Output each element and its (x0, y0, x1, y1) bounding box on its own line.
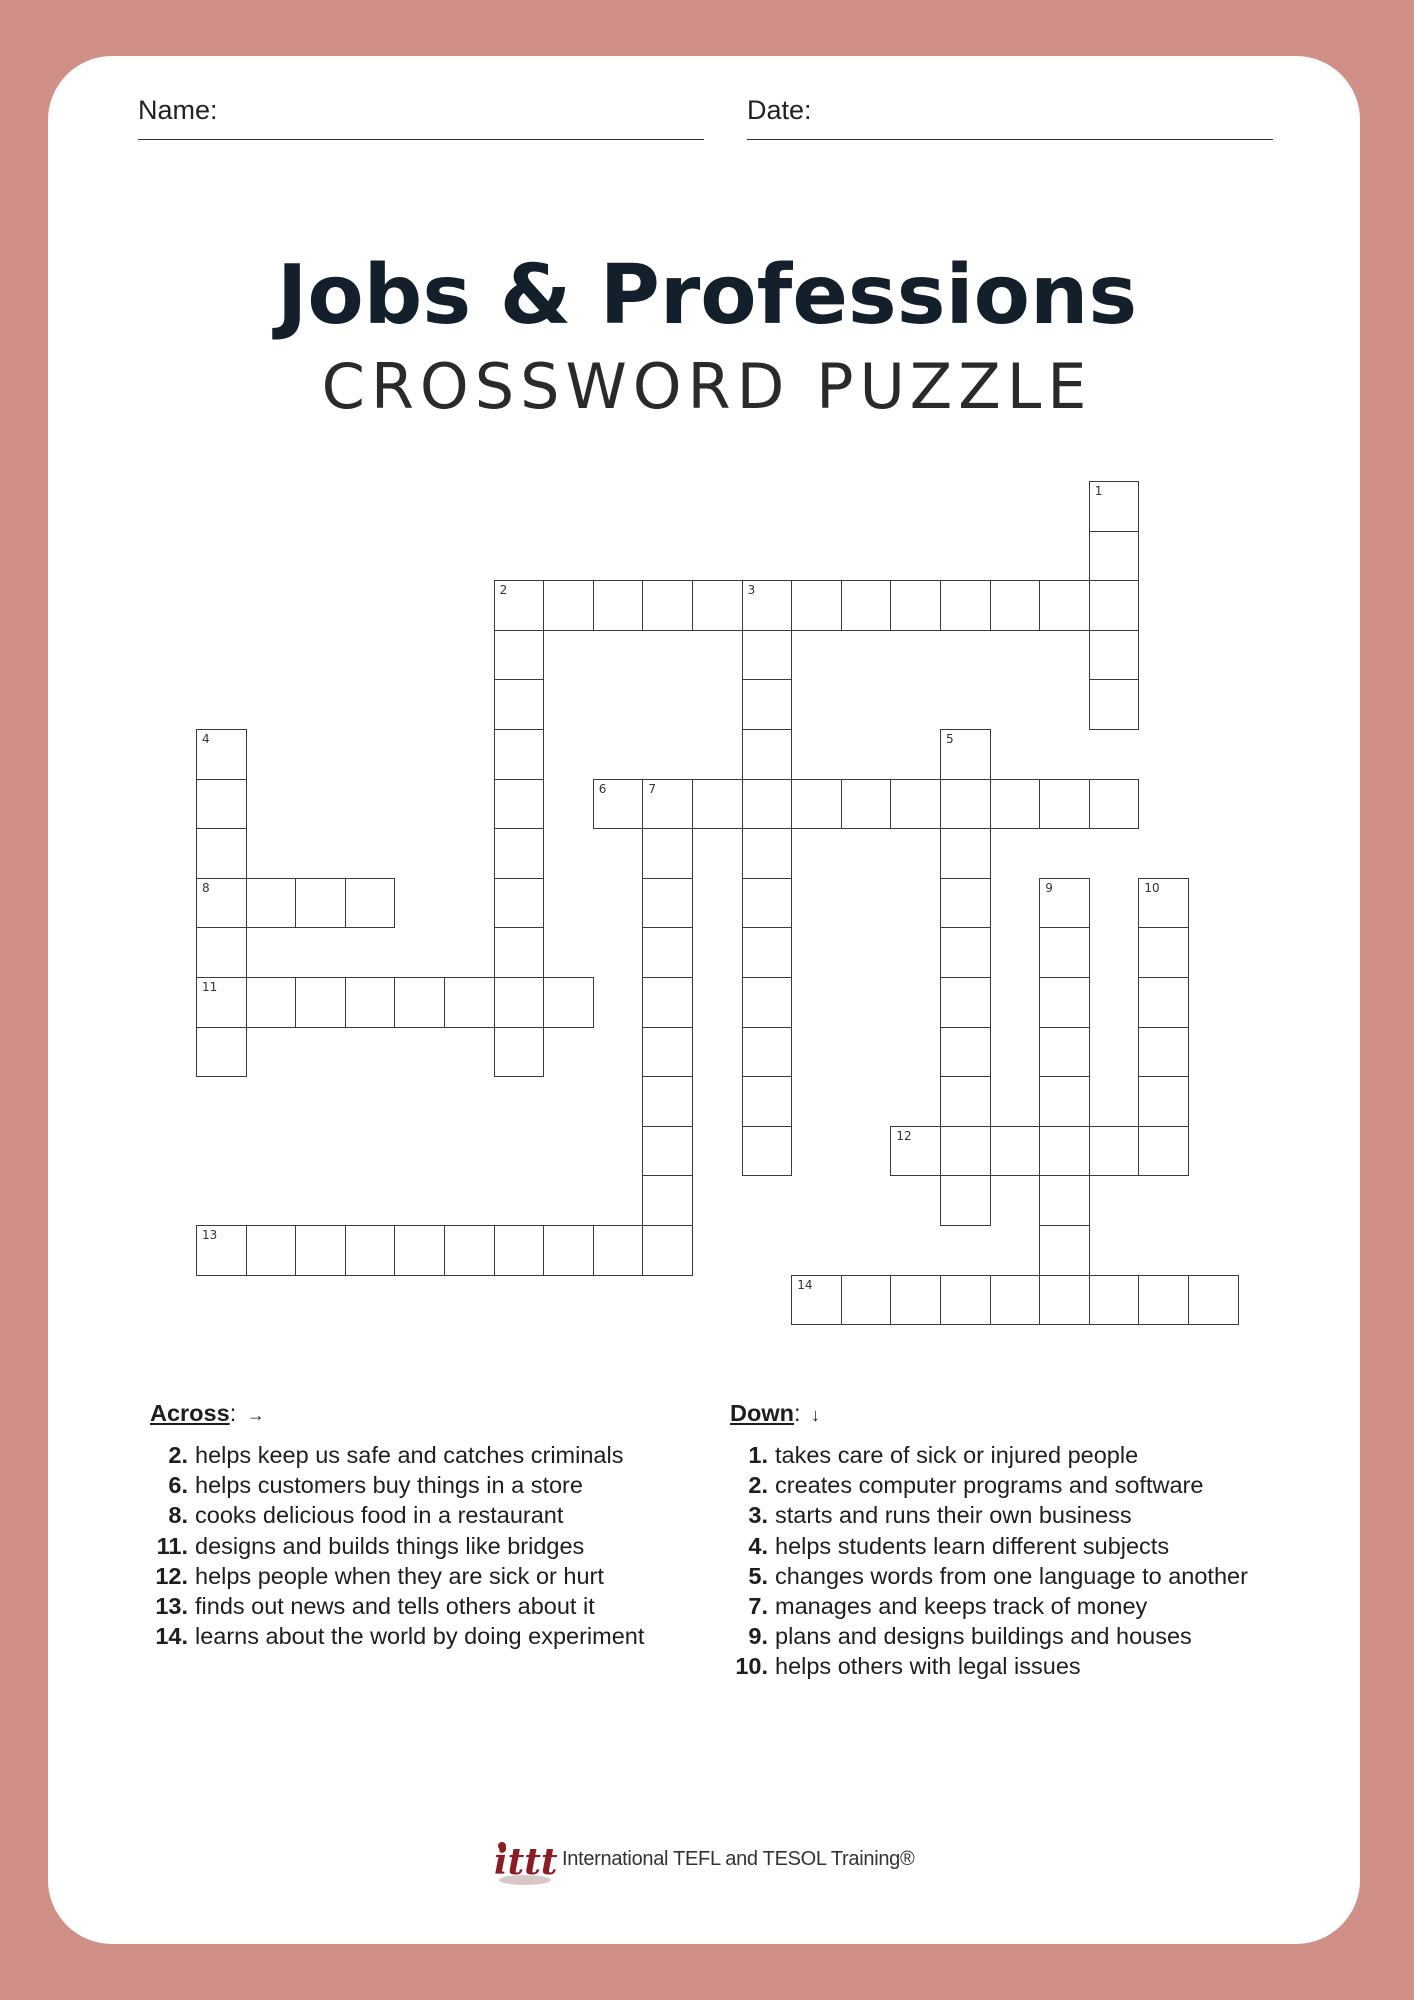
crossword-cell[interactable] (345, 1225, 396, 1276)
across-heading (150, 1400, 710, 1436)
clue-number: 3. (748, 1502, 768, 1529)
crossword-cell[interactable] (742, 1126, 793, 1177)
across-clue (150, 1621, 710, 1651)
clue-number: 14. (155, 1623, 188, 1650)
crossword-cell[interactable] (642, 977, 693, 1028)
crossword-cell[interactable] (494, 878, 545, 929)
down-clue (730, 1591, 1290, 1621)
crossword-cell[interactable] (494, 630, 545, 681)
clue-text: learns about the world by doing experiment (195, 1623, 645, 1650)
cell-number: 10 (1144, 880, 1160, 895)
crossword-cell[interactable] (1039, 1027, 1090, 1078)
clue-text: takes care of sick or injured people (775, 1442, 1139, 1468)
crossword-cell[interactable] (940, 977, 991, 1028)
clue-text: helps keep us safe and catches criminals (195, 1442, 624, 1468)
crossword-cell[interactable] (1039, 1126, 1090, 1177)
crossword-cell[interactable] (1138, 977, 1189, 1028)
crossword-cell[interactable] (742, 927, 793, 978)
crossword-cell[interactable] (1039, 580, 1090, 631)
crossword-cell[interactable] (246, 1225, 297, 1276)
crossword-cell[interactable] (593, 1225, 644, 1276)
clue-text: helps customers buy things in a store (195, 1472, 583, 1499)
crossword-cell[interactable] (791, 580, 842, 631)
crossword-cell[interactable] (642, 1027, 693, 1078)
clue-number: 9. (748, 1623, 768, 1650)
crossword-cell[interactable] (593, 779, 644, 830)
clue-number: 2. (168, 1442, 188, 1468)
crossword-cell[interactable] (196, 977, 247, 1028)
crossword-cell[interactable] (494, 1225, 545, 1276)
crossword-cell[interactable] (1138, 1076, 1189, 1127)
clue-text: helps others with legal issues (775, 1653, 1081, 1680)
crossword-cell[interactable] (1089, 630, 1140, 681)
crossword-cell[interactable] (1039, 977, 1090, 1028)
clue-text: finds out news and tells others about it (195, 1593, 595, 1620)
crossword-cell[interactable] (246, 977, 297, 1028)
down-clue (730, 1531, 1290, 1561)
across-heading-colon: : (229, 1400, 237, 1426)
crossword-cell[interactable] (295, 977, 346, 1028)
clue-number: 13. (155, 1593, 188, 1620)
crossword-cell[interactable] (1039, 1175, 1090, 1226)
crossword-cell[interactable] (1138, 1275, 1189, 1326)
crossword-cell[interactable] (1089, 679, 1140, 730)
crossword-cell[interactable] (543, 580, 594, 631)
crossword-cell[interactable] (742, 977, 793, 1028)
crossword-cell[interactable] (990, 1126, 1041, 1177)
name-label: Name: (138, 95, 218, 125)
crossword-cell[interactable] (494, 580, 545, 631)
clue-number: 11. (156, 1532, 188, 1559)
crossword-cell[interactable] (940, 1027, 991, 1078)
crossword-cell[interactable] (940, 1175, 991, 1226)
across-heading-text: Across (150, 1400, 230, 1426)
down-clue-list (730, 1440, 1290, 1682)
across-clue (150, 1440, 710, 1470)
crossword-cell[interactable] (1039, 1225, 1090, 1276)
crossword-cell[interactable] (990, 580, 1041, 631)
crossword-cell[interactable] (990, 1275, 1041, 1326)
crossword-cell[interactable] (196, 779, 247, 830)
crossword-cell[interactable] (841, 580, 892, 631)
clue-text: manages and keeps track of money (775, 1593, 1148, 1620)
clue-number: 6. (168, 1472, 188, 1499)
crossword-cell[interactable] (494, 779, 545, 830)
cell-number: 11 (202, 980, 218, 994)
down-heading-colon: : (793, 1400, 801, 1426)
logo-text: ittt (494, 1841, 558, 1883)
clue-text: plans and designs buildings and houses (775, 1623, 1192, 1650)
crossword-cell[interactable] (890, 1275, 941, 1326)
clue-text: creates computer programs and software (775, 1472, 1204, 1499)
crossword-cell[interactable] (444, 977, 495, 1028)
cell-number: 7 (648, 781, 657, 796)
crossword-cell[interactable] (196, 1027, 247, 1078)
down-heading (730, 1400, 1290, 1436)
crossword-cell[interactable] (940, 828, 991, 879)
crossword-cell[interactable] (1089, 531, 1140, 582)
crossword-cell[interactable] (1089, 1275, 1140, 1326)
crossword-cell[interactable] (742, 1027, 793, 1078)
across-clue-list (150, 1440, 710, 1651)
crossword-cell[interactable] (642, 878, 693, 929)
crossword-cell[interactable] (1138, 1027, 1189, 1078)
crossword-cell[interactable] (642, 1126, 693, 1177)
arrow-right-icon: → (246, 1405, 265, 1425)
crossword-cell[interactable] (940, 580, 991, 631)
clue-text: designs and builds things like bridges (195, 1532, 585, 1559)
crossword-cell[interactable] (940, 1275, 991, 1326)
clue-text: cooks delicious food in a restaurant (195, 1502, 564, 1529)
crossword-cell[interactable] (742, 580, 793, 631)
crossword-cell[interactable] (196, 878, 247, 929)
down-clue (730, 1500, 1290, 1530)
clue-text: helps students learn different subjects (775, 1532, 1170, 1559)
crossword-cell[interactable] (642, 927, 693, 978)
crossword-cell[interactable] (742, 630, 793, 681)
crossword-cell[interactable] (196, 1225, 247, 1276)
across-clue (150, 1500, 710, 1530)
crossword-cell[interactable] (494, 679, 545, 730)
crossword-cell[interactable] (1138, 1126, 1189, 1177)
down-clue (730, 1621, 1290, 1651)
cell-number: 14 (797, 1277, 813, 1292)
clue-text: changes words from one language to another (775, 1562, 1248, 1589)
organization-name: International TEFL and TESOL Training® (562, 1848, 915, 1870)
clue-number: 4. (748, 1532, 768, 1559)
across-clue (150, 1531, 710, 1561)
clue-number: 1. (748, 1442, 768, 1468)
crossword-cell[interactable] (791, 1275, 842, 1326)
cell-number: 8 (202, 880, 210, 895)
crossword-cell[interactable] (742, 878, 793, 929)
crossword-cell[interactable] (196, 729, 247, 780)
crossword-cell[interactable] (394, 1225, 445, 1276)
crossword-cell[interactable] (742, 679, 793, 730)
cell-number: 4 (202, 732, 210, 746)
crossword-cell[interactable] (692, 580, 743, 631)
crossword-cell[interactable] (940, 1126, 991, 1177)
crossword-cell[interactable] (1039, 1076, 1090, 1127)
down-clue (730, 1561, 1290, 1591)
page-title: Jobs & Professions (276, 248, 1138, 343)
crossword-cell[interactable] (841, 779, 892, 830)
clue-number: 5. (748, 1562, 768, 1589)
crossword-cell[interactable] (642, 1175, 693, 1226)
cell-number: 9 (1045, 880, 1053, 895)
crossword-cell[interactable] (593, 580, 644, 631)
crossword-cell[interactable] (642, 580, 693, 631)
crossword-cell[interactable] (444, 1225, 495, 1276)
crossword-cell[interactable] (1089, 580, 1140, 631)
crossword-cell[interactable] (543, 977, 594, 1028)
across-clues (150, 1400, 710, 1651)
cell-number: 1 (1094, 484, 1103, 498)
crossword-cell[interactable] (1039, 927, 1090, 978)
crossword-cell[interactable] (1089, 481, 1140, 532)
clue-text: helps people when they are sick or hurt (195, 1562, 604, 1589)
crossword-cell[interactable] (890, 580, 941, 631)
crossword-cell[interactable] (890, 779, 941, 830)
crossword-cell[interactable] (1089, 779, 1140, 830)
crossword-cell[interactable] (1039, 878, 1090, 929)
crossword-cell[interactable] (642, 828, 693, 879)
crossword-cell[interactable] (1188, 1275, 1239, 1326)
down-clue (730, 1470, 1290, 1500)
cell-number: 12 (896, 1128, 912, 1143)
crossword-cell[interactable] (940, 1076, 991, 1127)
crossword-cell[interactable] (990, 779, 1041, 830)
cell-number: 6 (598, 781, 607, 796)
crossword-cell[interactable] (940, 878, 991, 929)
crossword-cell[interactable] (890, 1126, 941, 1177)
across-clue (150, 1561, 710, 1591)
crossword-cell[interactable] (742, 1076, 793, 1127)
clue-number: 8. (168, 1502, 188, 1529)
crossword-cell[interactable] (940, 779, 991, 830)
crossword-cell[interactable] (940, 927, 991, 978)
crossword-cell[interactable] (692, 779, 743, 830)
crossword-cell[interactable] (742, 779, 793, 830)
crossword-cell[interactable] (1039, 1275, 1090, 1326)
crossword-cell[interactable] (742, 828, 793, 879)
down-heading-text: Down (730, 1400, 794, 1426)
crossword-cell[interactable] (394, 977, 445, 1028)
cell-number: 2 (499, 583, 508, 598)
crossword-cell[interactable] (1138, 878, 1189, 929)
clue-number: 7. (748, 1593, 768, 1620)
crossword-cell[interactable] (494, 828, 545, 879)
footer (490, 1828, 940, 1890)
crossword-cell[interactable] (494, 729, 545, 780)
cell-number: 5 (946, 732, 954, 746)
down-clues (730, 1400, 1290, 1682)
crossword-cell[interactable] (1138, 927, 1189, 978)
down-clue (730, 1440, 1290, 1470)
across-clue (150, 1470, 710, 1500)
clue-number: 2. (748, 1472, 768, 1499)
crossword-cell[interactable] (345, 878, 396, 929)
date-label: Date: (747, 95, 812, 125)
page-subtitle: CROSSWORD PUZZLE (321, 350, 1093, 423)
crossword-cell[interactable] (940, 729, 991, 780)
clue-text: starts and runs their own business (775, 1502, 1132, 1529)
arrow-down-icon: ↓ (811, 1405, 821, 1425)
crossword-cell[interactable] (196, 828, 247, 879)
crossword-cell[interactable] (642, 1076, 693, 1127)
cell-number: 13 (202, 1228, 218, 1242)
crossword-cell[interactable] (1039, 779, 1090, 830)
crossword-cell[interactable] (791, 779, 842, 830)
across-clue (150, 1591, 710, 1621)
crossword-cell[interactable] (295, 1225, 346, 1276)
crossword-cell[interactable] (196, 927, 247, 978)
crossword-cell[interactable] (642, 1225, 693, 1276)
down-clue (730, 1651, 1290, 1681)
ittt-logo-icon (490, 1828, 560, 1890)
crossword-cell[interactable] (295, 878, 346, 929)
crossword-cell[interactable] (246, 878, 297, 929)
crossword-cell[interactable] (494, 927, 545, 978)
crossword-cell[interactable] (642, 779, 693, 830)
crossword-cell[interactable] (543, 1225, 594, 1276)
crossword-cell[interactable] (345, 977, 396, 1028)
cell-number: 3 (747, 583, 756, 598)
crossword-cell[interactable] (1089, 1126, 1140, 1177)
clue-number: 10. (735, 1653, 768, 1680)
crossword-cell[interactable] (494, 977, 545, 1028)
crossword-cell[interactable] (742, 729, 793, 780)
crossword-cell[interactable] (494, 1027, 545, 1078)
clue-number: 12. (155, 1562, 188, 1589)
crossword-cell[interactable] (841, 1275, 892, 1326)
